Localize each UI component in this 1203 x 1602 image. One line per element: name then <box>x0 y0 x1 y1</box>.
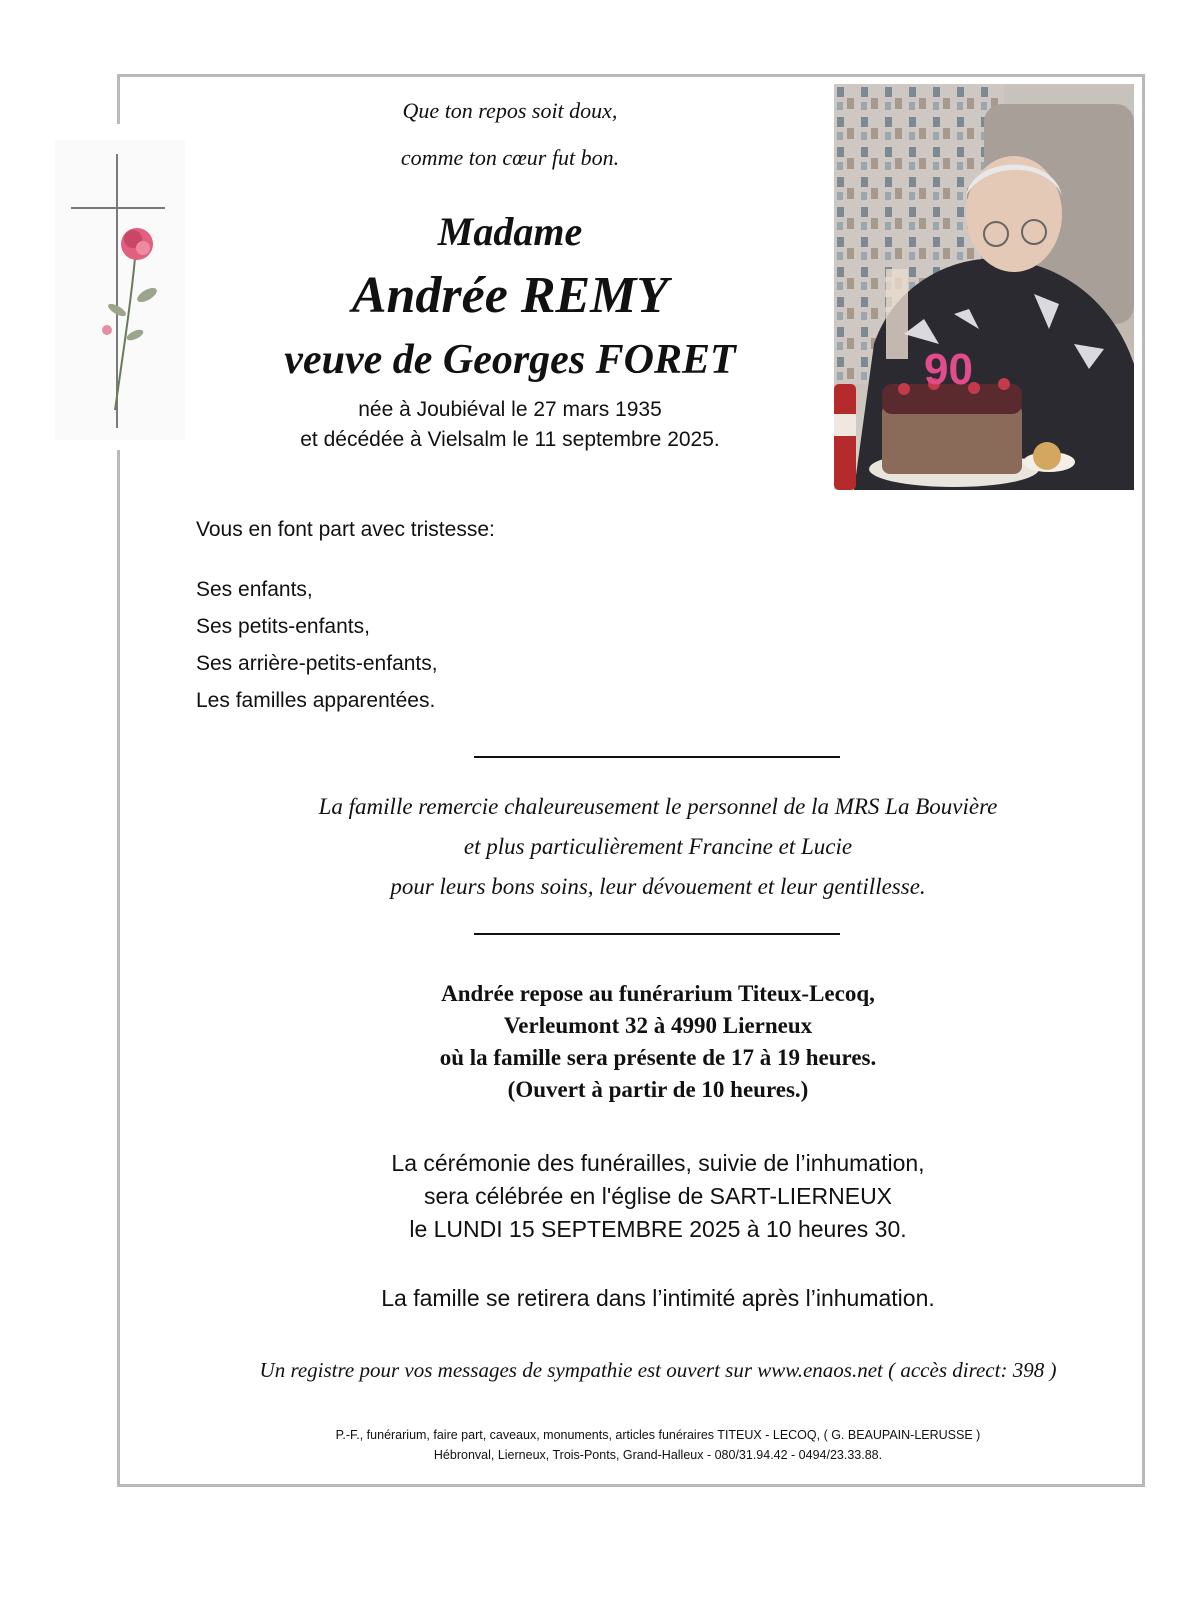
closing-text: La famille se retirera dans l’intimité après l’inhumation. <box>381 1285 935 1311</box>
divider <box>474 756 840 758</box>
visitation-line-2: Verleumont 32 à 4990 Lierneux <box>503 1013 813 1038</box>
deceased-title: Madame <box>437 209 583 254</box>
family-line: Ses arrière-petits-enfants, <box>196 652 438 675</box>
visitation-line-1: Andrée repose au funérarium Titeux-Lecoq, <box>441 981 875 1006</box>
ceremony-line-3: le LUNDI 15 SEPTEMBRE 2025 à 10 heures 30. <box>409 1216 907 1242</box>
birth-info: née à Joubiéval le 27 mars 1935 <box>358 398 662 421</box>
footer-line-2: Hébronval, Lierneux, Trois-Ponts, Grand-Halleux - 080/31.94.42 - 0494/23.33.88. <box>433 1448 883 1462</box>
family-line: Ses petits-enfants, <box>196 615 370 638</box>
registry-text: Un registre pour vos messages de sympathie est ouvert sur www.enaos.net ( accès direct: 398 ) <box>259 1358 1057 1382</box>
visitation-line-4: (Ouvert à partir de 10 heures.) <box>507 1077 809 1102</box>
family-line: Les familles apparentées. <box>196 689 436 712</box>
deceased-name: Andrée REMY <box>351 267 669 324</box>
portrait-photo <box>834 84 1134 490</box>
footer-line-1: P.-F., funérarium, faire part, caveaux, monuments, articles funéraires TITEUX - LECOQ, ( G. BEAUPAIN-LERUSSE ) <box>335 1428 981 1442</box>
thanks-line-2: et plus particulièrement Francine et Lucie <box>463 834 853 859</box>
announcement-intro: Vous en font part avec tristesse: <box>196 518 495 541</box>
cross-with-rose-icon <box>55 140 185 440</box>
deceased-spouse: veuve de Georges FORET <box>284 337 736 383</box>
thanks-line-1: La famille remercie chaleureusement le personnel de la MRS La Bouvière <box>318 794 998 819</box>
cake-number: 90 <box>924 345 973 394</box>
quote-line-1: Que ton repos soit doux, <box>402 98 618 123</box>
death-info: et décédée à Vielsalm le 11 septembre 2025. <box>300 428 720 451</box>
divider <box>474 933 840 935</box>
thanks-line-3: pour leurs bons soins, leur dévouement et leur gentillesse. <box>390 874 926 899</box>
ceremony-line-2: sera célébrée en l'église de SART-LIERNEUX <box>423 1183 893 1209</box>
ceremony-line-1: La cérémonie des funérailles, suivie de l’inhumation, <box>391 1150 925 1176</box>
visitation-line-3: où la famille sera présente de 17 à 19 heures. <box>439 1045 877 1070</box>
quote-line-2: comme ton cœur fut bon. <box>400 145 620 170</box>
family-line: Ses enfants, <box>196 578 313 601</box>
